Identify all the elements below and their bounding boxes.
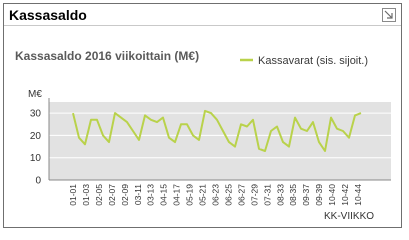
plot-background xyxy=(49,102,391,180)
x-tick-label: 01-01 xyxy=(68,184,78,206)
x-tick-label: 05-19 xyxy=(184,184,195,206)
x-tick-label: 02-09 xyxy=(119,184,130,206)
x-tick-label: 03-13 xyxy=(145,184,156,206)
legend-label: Kassavarat (sis. sijoit.) xyxy=(258,55,369,67)
x-tick-label: 04-17 xyxy=(171,184,182,206)
x-tick-label: 07-29 xyxy=(249,184,260,206)
x-tick-label: 10-40 xyxy=(327,184,338,206)
x-tick-label: 06-25 xyxy=(223,184,234,206)
x-tick-label: 02-05 xyxy=(93,184,104,206)
x-tick-label: 07-31 xyxy=(262,184,273,206)
chart-legend xyxy=(240,55,368,67)
x-tick-label: 09-37 xyxy=(301,184,312,206)
widget-title: Kassasaldo xyxy=(9,7,87,23)
x-tick-label: 08-35 xyxy=(288,184,299,206)
x-tick-label: 02-07 xyxy=(106,184,117,206)
y-tick-label: 20 xyxy=(29,130,41,142)
x-tick-label: 06-23 xyxy=(210,184,221,206)
x-tick-label: 05-21 xyxy=(197,184,208,206)
x-tick-label: 04-15 xyxy=(158,184,169,206)
kassasaldo-widget xyxy=(3,3,402,228)
x-tick-label: 10-42 xyxy=(340,184,351,206)
x-tick-label: 06-27 xyxy=(236,184,247,206)
y-tick-label: 30 xyxy=(29,108,41,120)
y-axis-label: M€ xyxy=(28,89,42,100)
x-tick-label: 03-11 xyxy=(132,184,143,206)
x-tick-label: 08-33 xyxy=(275,184,286,206)
chart-title: Kassasaldo 2016 viikoittain (M€) xyxy=(15,49,200,63)
x-axis-label: KK-VIIKKO xyxy=(324,211,375,222)
y-tick-label: 0 xyxy=(35,175,41,187)
chart-area xyxy=(4,4,401,227)
y-tick-label: 10 xyxy=(29,153,41,165)
x-tick-label: 01-03 xyxy=(80,184,91,206)
x-tick-label: 09-39 xyxy=(314,184,325,206)
x-tick-label: 10-44 xyxy=(353,184,363,206)
